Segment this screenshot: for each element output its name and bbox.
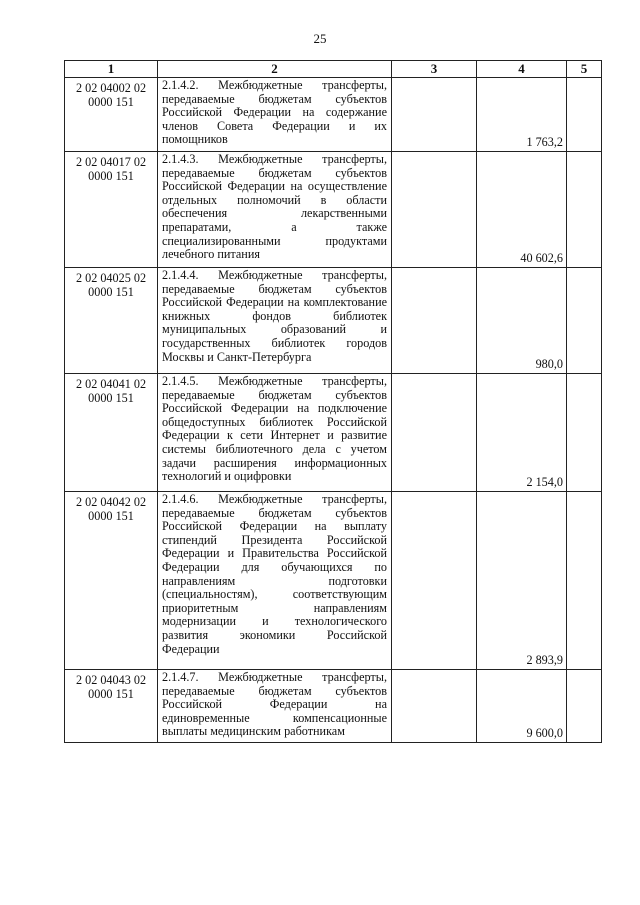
col3-cell — [392, 374, 477, 492]
page-number: 25 — [313, 31, 327, 46]
amount-value: 9 600,0 — [477, 670, 567, 743]
col3-cell — [392, 268, 477, 374]
table-row — [65, 78, 602, 152]
item-description: 2.1.4.7. Межбюджетные трансферты, передаваемые бюджетам субъектов Российской Федерации на единовременные компенсационные выплаты медицинским работникам — [158, 670, 392, 743]
col5-cell — [567, 374, 602, 492]
col5-cell — [567, 78, 602, 152]
col5-cell — [567, 152, 602, 268]
table-row — [65, 268, 602, 374]
table-row — [65, 374, 602, 492]
table-row — [65, 492, 602, 670]
col5-cell — [567, 670, 602, 743]
col3-cell — [392, 670, 477, 743]
budget-code: 2 02 04041 02 0000 151 — [65, 374, 158, 492]
budget-code: 2 02 04025 02 0000 151 — [65, 268, 158, 374]
col5-cell — [567, 492, 602, 670]
amount-value: 2 893,9 — [477, 492, 567, 670]
amount-value: 980,0 — [477, 268, 567, 374]
col3-cell — [392, 492, 477, 670]
header-row — [65, 61, 602, 78]
item-description: 2.1.4.2. Межбюджетные трансферты, передаваемые бюджетам субъектов Российской Федерации на содержание членов Совета Федерации и их помощников — [158, 78, 392, 152]
table-row — [65, 670, 602, 743]
budget-code: 2 02 04002 02 0000 151 — [65, 78, 158, 152]
col5-cell — [567, 268, 602, 374]
amount-value: 1 763,2 — [477, 78, 567, 152]
budget-table — [64, 60, 602, 743]
amount-value: 2 154,0 — [477, 374, 567, 492]
item-description: 2.1.4.5. Межбюджетные трансферты, передаваемые бюджетам субъектов Российской Федерации на подключение общедоступных библиотек Российской Федерации к сети Интернет и развитие системы библиотечного дела с учетом задачи расширения информационных технологий и оцифровки — [158, 374, 392, 492]
header-col-5: 5 — [567, 61, 602, 78]
amount-value: 40 602,6 — [477, 152, 567, 268]
budget-code: 2 02 04042 02 0000 151 — [65, 492, 158, 670]
col3-cell — [392, 78, 477, 152]
table-row — [65, 152, 602, 268]
item-description: 2.1.4.3. Межбюджетные трансферты, передаваемые бюджетам субъектов Российской Федерации на осуществление отдельных полномочий в области обеспечения лекарственными препаратами, а также специализированными продуктами лечебного питания — [158, 152, 392, 268]
budget-code: 2 02 04043 02 0000 151 — [65, 670, 158, 743]
header-col-3: 3 — [392, 61, 477, 78]
header-col-1: 1 — [65, 61, 158, 78]
col3-cell — [392, 152, 477, 268]
item-description: 2.1.4.4. Межбюджетные трансферты, передаваемые бюджетам субъектов Российской Федерации на комплектование книжных фондов библиотек муниципальных образований и государственных библиотек городов Москвы и Санкт-Петербурга — [158, 268, 392, 374]
header-col-2: 2 — [158, 61, 392, 78]
budget-code: 2 02 04017 02 0000 151 — [65, 152, 158, 268]
item-description: 2.1.4.6. Межбюджетные трансферты, передаваемые бюджетам субъектов Российской Федерации на выплату стипендий Президента Российской Федерации и Правительства Российской Федерации для обучающихся по направлениям подготовки (специальностям), соответствующим приоритетным направлениям модернизации и технологического развития экономики Российской Федерации — [158, 492, 392, 670]
header-col-4: 4 — [477, 61, 567, 78]
